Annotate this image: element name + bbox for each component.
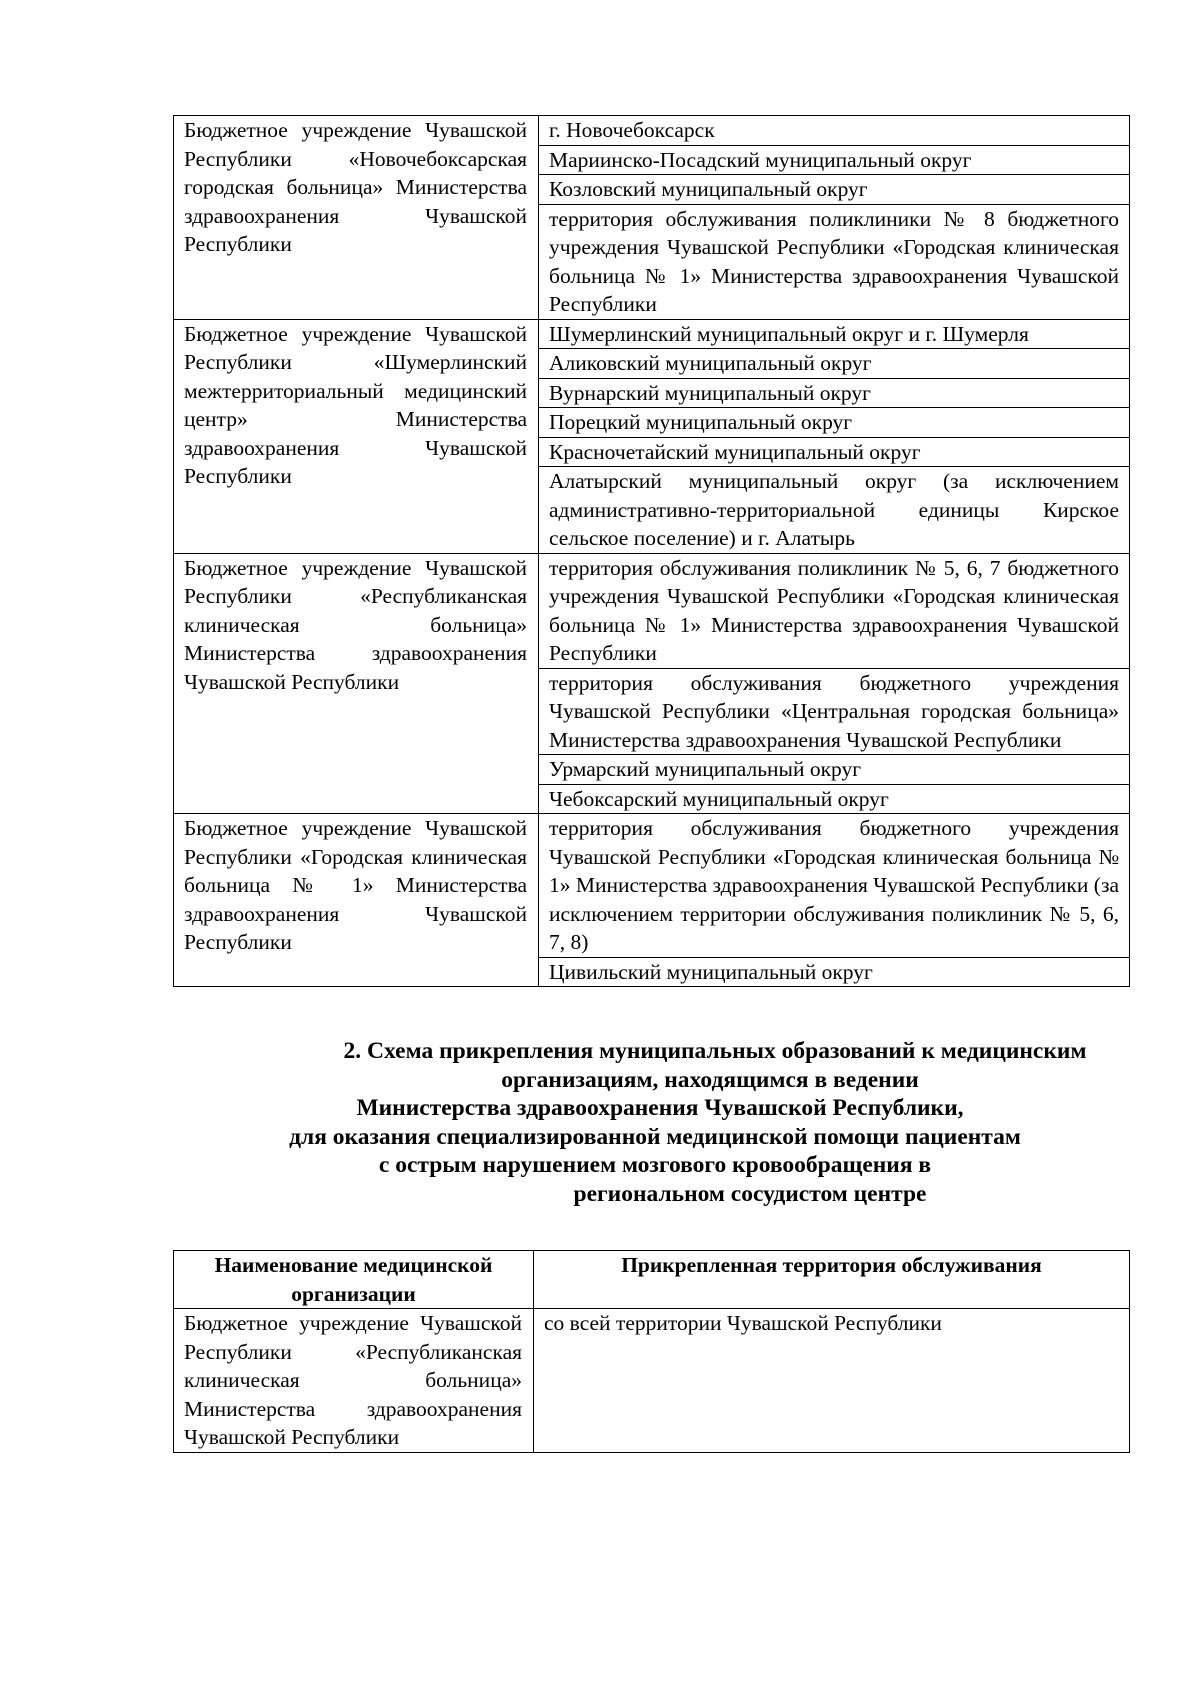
org-cell: Бюджетное учреждение Чувашской Республики «Новочебоксарская городская больница» Министерства здравоохранения Чувашской Республики	[174, 116, 539, 320]
heading-line: организациям, находящимся в ведении	[501, 1066, 919, 1093]
org-cell: Бюджетное учреждение Чувашской Республики «Шумерлинский межтерриториальный медицинский центр» Министерства здравоохранения Чувашской Республики	[174, 319, 539, 553]
heading-line: региональном сосудистом центре	[573, 1180, 927, 1207]
column-header-territory: Прикрепленная территория обслуживания	[534, 1251, 1130, 1309]
territory-cell: Цивильский муниципальный округ	[539, 957, 1130, 987]
table-row	[174, 1309, 1130, 1453]
territory-cell: Аликовский муниципальный округ	[539, 349, 1130, 379]
section-2-heading	[180, 1037, 1130, 1208]
territory-cell: территория обслуживания бюджетного учреждения Чувашской Республики «Городская клиническая больница № 1» Министерства здравоохранения Чувашской Республики (за исключением территории обслуживания поликлиник № 5, 6, 7, 8)	[539, 814, 1130, 958]
org-cell: Бюджетное учреждение Чувашской Республики «Городская клиническая больница № 1» Министерства здравоохранения Чувашской Республики	[174, 814, 539, 987]
territory-cell: Красночетайский муниципальный округ	[539, 437, 1130, 467]
territory-cell: Чебоксарский муниципальный округ	[539, 784, 1130, 814]
territory-cell: Мариинско-Посадский муниципальный округ	[539, 145, 1130, 175]
heading-line: для оказания специализированной медицинской помощи пациентам	[289, 1123, 1021, 1150]
territory-cell: территория обслуживания бюджетного учреждения Чувашской Республики «Центральная городская больница» Министерства здравоохранения Чувашской Республики	[539, 668, 1130, 755]
org-cell: Бюджетное учреждение Чувашской Республики «Республиканская клиническая больница» Министерства здравоохранения Чувашской Республики	[174, 1309, 534, 1453]
territory-cell: Порецкий муниципальный округ	[539, 408, 1130, 438]
attachment-table-continued	[173, 115, 1130, 987]
territory-cell: Урмарский муниципальный округ	[539, 755, 1130, 785]
territory-cell: Алатырский муниципальный округ (за исключением административно-территориальной единицы Кирское сельское поселение) и г. Алатырь	[539, 467, 1130, 554]
territory-cell: Вурнарский муниципальный округ	[539, 378, 1130, 408]
stroke-center-table	[173, 1250, 1130, 1453]
table-row	[174, 319, 1130, 349]
territory-cell: со всей территории Чувашской Республики	[534, 1309, 1130, 1453]
org-cell: Бюджетное учреждение Чувашской Республики «Республиканская клиническая больница» Министерства здравоохранения Чувашской Республики	[174, 553, 539, 814]
territory-cell: территория обслуживания поликлиник № 5, 6, 7 бюджетного учреждения Чувашской Республики «Городская клиническая больница № 1» Министерства здравоохранения Чувашской Республики	[539, 553, 1130, 668]
territory-cell: Козловский муниципальный округ	[539, 175, 1130, 205]
heading-line: Министерства здравоохранения Чувашской Республики,	[356, 1095, 964, 1121]
table-header-row	[174, 1251, 1130, 1309]
table-row	[174, 553, 1130, 668]
column-header-org: Наименование медицинской организации	[174, 1251, 534, 1309]
table-row	[174, 116, 1130, 146]
heading-line: 2. Схема прикрепления муниципальных образований к медицинским	[343, 1038, 1087, 1064]
territory-cell: Шумерлинский муниципальный округ и г. Шумерля	[539, 319, 1130, 349]
heading-line: с острым нарушением мозгового кровообращения в	[378, 1152, 932, 1178]
table-row	[174, 814, 1130, 958]
territory-cell: территория обслуживания поликлиники № 8 бюджетного учреждения Чувашской Республики «Городская клиническая больница № 1» Министерства здравоохранения Чувашской Республики	[539, 204, 1130, 319]
territory-cell: г. Новочебоксарск	[539, 116, 1130, 146]
